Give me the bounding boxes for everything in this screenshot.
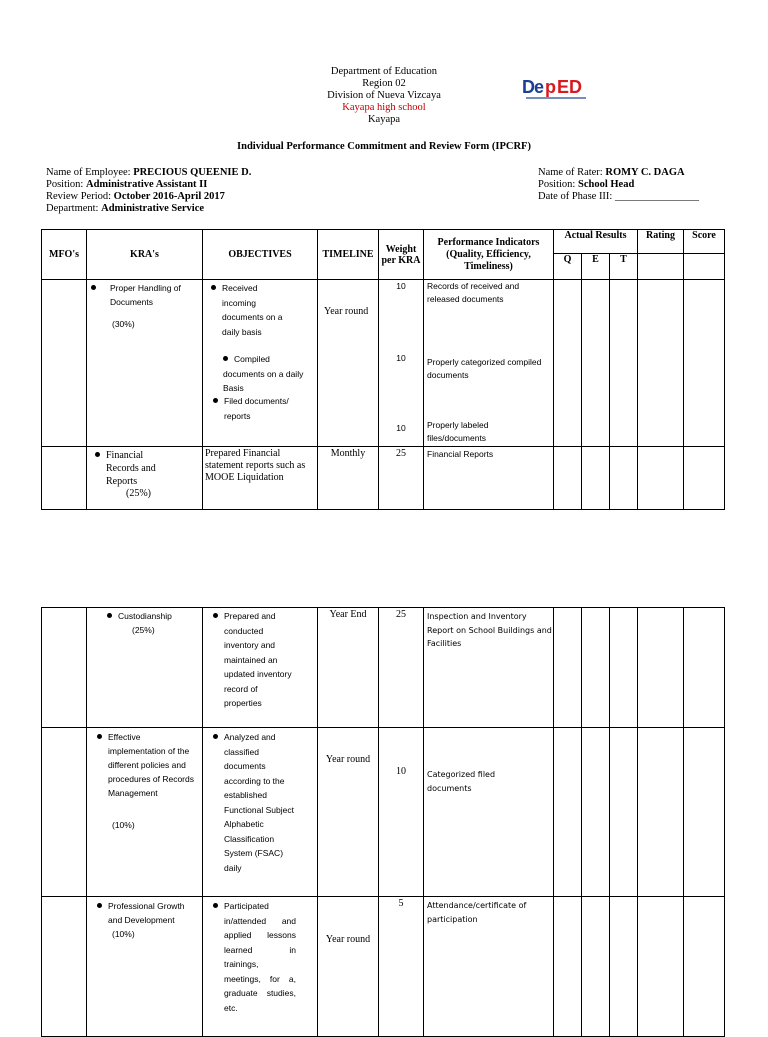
- rater-name-label: Name of Rater:: [538, 167, 606, 178]
- objective-text: Prepared Financial statement reports such as MOOE Liquidation: [205, 448, 306, 483]
- header-t: T: [610, 254, 638, 280]
- bullet-icon: [95, 452, 100, 457]
- employee-position-value: Administrative Assistant II: [85, 179, 208, 190]
- header-score: Score: [684, 230, 725, 254]
- town-line: Kayapa: [367, 114, 401, 125]
- objectives-cell: [203, 897, 318, 1037]
- kra-percent: (25%): [132, 625, 155, 635]
- weight-value: 10: [396, 766, 406, 777]
- rating-cell: [638, 608, 684, 728]
- weight-value: 10: [396, 423, 406, 433]
- timeline-text: Monthly: [330, 448, 366, 459]
- header-indicators: Performance Indicators (Quality, Efficiency, Timeliness): [424, 230, 554, 280]
- e-cell: [582, 897, 610, 1037]
- mfo-cell: [42, 608, 87, 728]
- weight-value: 10: [396, 353, 406, 363]
- header-actual-results: Actual Results: [554, 230, 638, 254]
- t-cell: [610, 897, 638, 1037]
- indicator-text: Attendance/certificate of participation: [427, 901, 527, 924]
- weight-cell: [379, 447, 424, 510]
- table-row: [42, 897, 725, 1037]
- rater-name-value: ROMY C. DAGA: [605, 167, 685, 178]
- indicator-text: Properly labeled files/documents: [427, 420, 489, 443]
- e-cell: [582, 280, 610, 447]
- rater-info: [538, 167, 699, 203]
- t-cell: [610, 728, 638, 897]
- q-cell: [554, 608, 582, 728]
- bullet-icon: [213, 613, 218, 618]
- table-row: [42, 447, 725, 510]
- t-cell: [610, 608, 638, 728]
- bullet-icon: [213, 734, 218, 739]
- timeline-cell: [318, 280, 379, 447]
- objectives-cell: [203, 608, 318, 728]
- bullet-icon: [223, 356, 228, 361]
- kra-text: Professional Growth and Development: [108, 901, 185, 925]
- header-rating: Rating: [638, 230, 684, 254]
- table-row: [42, 608, 725, 728]
- weight-value: 25: [396, 448, 406, 459]
- table-row: [42, 728, 725, 897]
- weight-cell: [379, 280, 424, 447]
- timeline-text: Year round: [325, 934, 371, 945]
- department-line: Department of Education: [330, 66, 438, 77]
- header-objectives: OBJECTIVES: [203, 230, 318, 280]
- q-cell: [554, 447, 582, 510]
- score-cell: [684, 447, 725, 510]
- phase-date-value: ________________: [614, 191, 699, 202]
- kra-percent: (10%): [112, 929, 135, 939]
- mfo-cell: [42, 728, 87, 897]
- mfo-cell: [42, 280, 87, 447]
- mfo-cell: [42, 447, 87, 510]
- objective-text: Compiled documents on a daily Basis: [223, 354, 304, 393]
- t-cell: [610, 447, 638, 510]
- weight-value: 10: [396, 281, 406, 291]
- t-cell: [610, 280, 638, 447]
- kra-text: Proper Handling of Documents: [110, 283, 181, 307]
- timeline-cell: [318, 728, 379, 897]
- kra-cell: [87, 728, 203, 897]
- bullet-icon: [213, 903, 218, 908]
- employee-position-label: Position:: [46, 179, 86, 190]
- objectives-cell: [203, 728, 318, 897]
- objective-text: Filed documents/ reports: [224, 396, 289, 421]
- school-name: Kayapa high school: [342, 102, 426, 113]
- kra-text: Custodianship: [118, 611, 172, 621]
- objective-text: Received incoming documents on a daily basis: [222, 283, 283, 337]
- score-cell: [684, 728, 725, 897]
- department-label: Department:: [46, 203, 102, 214]
- header-timeline: TIMELINE: [318, 230, 379, 280]
- indicator-text: Categorized filed documents: [427, 770, 496, 793]
- rating-cell: [638, 447, 684, 510]
- bullet-icon: [211, 285, 216, 290]
- mfo-cell: [42, 897, 87, 1037]
- bullet-icon: [213, 398, 218, 403]
- employee-info: [46, 167, 251, 215]
- document-header: [0, 66, 768, 126]
- ipcrf-table-page1: [41, 229, 725, 510]
- objectives-cell: [203, 447, 318, 510]
- kra-cell: [87, 280, 203, 447]
- indicators-cell: [424, 608, 554, 728]
- kra-text: Financial Records and Reports: [106, 450, 156, 487]
- e-cell: [582, 608, 610, 728]
- score-cell: [684, 897, 725, 1037]
- header-q: Q: [554, 254, 582, 280]
- indicators-cell: [424, 280, 554, 447]
- q-cell: [554, 897, 582, 1037]
- q-cell: [554, 280, 582, 447]
- bullet-icon: [107, 613, 112, 618]
- header-weight: Weight per KRA: [379, 230, 424, 280]
- score-cell: [684, 280, 725, 447]
- header-mfo: MFO's: [42, 230, 87, 280]
- indicator-text: Inspection and Inventory Report on School Buildings and Facilities: [427, 612, 552, 648]
- indicator-text: Properly categorized compiled documents: [427, 357, 542, 380]
- objective-text: Analyzed and classified documents according to the established Functional Subject Alphabetic Classification System (FSAC) daily: [224, 732, 294, 873]
- objective-text: Participated in/attended and applied lessons learned in trainings, meetings, for a, graduate studies, etc.: [224, 901, 296, 1013]
- indicators-cell: [424, 447, 554, 510]
- e-cell: [582, 728, 610, 897]
- indicators-cell: [424, 897, 554, 1037]
- review-period-label: Review Period:: [46, 191, 114, 202]
- rating-cell: [638, 280, 684, 447]
- header-e: E: [582, 254, 610, 280]
- employee-name-label: Name of Employee:: [46, 167, 134, 178]
- kra-cell: [87, 897, 203, 1037]
- weight-cell: [379, 728, 424, 897]
- bullet-icon: [97, 903, 102, 908]
- table-row: [42, 280, 725, 447]
- weight-cell: [379, 608, 424, 728]
- weight-value: 25: [396, 609, 406, 620]
- weight-cell: [379, 897, 424, 1037]
- objective-text: Prepared and conducted inventory and maintained an updated inventory record of properties: [224, 611, 292, 708]
- rating-cell-header: [638, 254, 684, 280]
- phase-date-label: Date of Phase III:: [538, 191, 615, 202]
- kra-cell: [87, 447, 203, 510]
- kra-text: Effective implementation of the different policies and procedures of Records Management: [108, 732, 194, 798]
- review-period-value: October 2016-April 2017: [113, 191, 225, 202]
- kra-cell: [87, 608, 203, 728]
- score-cell: [684, 608, 725, 728]
- timeline-cell: [318, 608, 379, 728]
- indicator-text: Records of received and released documents: [427, 281, 520, 304]
- logo-dep-text: D: [522, 77, 535, 97]
- weight-value: 5: [398, 898, 404, 909]
- kra-percent: (10%): [112, 820, 135, 830]
- timeline-cell: [318, 897, 379, 1037]
- rater-position-value: School Head: [577, 179, 635, 190]
- objectives-cell: [203, 280, 318, 447]
- bullet-icon: [91, 285, 96, 290]
- ipcrf-table-page2: [41, 607, 725, 1037]
- score-cell-header: [684, 254, 725, 280]
- division-line: Division of Nueva Vizcaya: [327, 90, 441, 101]
- svg-text:e: e: [534, 77, 545, 97]
- timeline-text: Year End: [329, 609, 367, 620]
- kra-percent: (30%): [112, 319, 135, 329]
- indicators-cell: [424, 728, 554, 897]
- indicator-text: Financial Reports: [427, 449, 494, 459]
- q-cell: [554, 728, 582, 897]
- rater-position-label: Position:: [538, 179, 578, 190]
- region-line: Region 02: [362, 78, 406, 89]
- timeline-text: Year round: [325, 754, 371, 765]
- employee-name-value: PRECIOUS QUEENIE D.: [133, 167, 252, 178]
- e-cell: [582, 447, 610, 510]
- header-kra: KRA's: [87, 230, 203, 280]
- bullet-icon: [97, 734, 102, 739]
- deped-logo: [522, 73, 592, 103]
- department-value: Administrative Service: [101, 203, 205, 214]
- kra-percent: (25%): [126, 488, 151, 499]
- timeline-cell: [318, 447, 379, 510]
- timeline-text: Year round: [324, 306, 369, 317]
- rating-cell: [638, 897, 684, 1037]
- logo-ed-text: ED: [557, 77, 583, 97]
- svg-text:p: p: [545, 77, 556, 97]
- form-title: Individual Performance Commitment and Review Form (IPCRF): [237, 141, 531, 152]
- rating-cell: [638, 728, 684, 897]
